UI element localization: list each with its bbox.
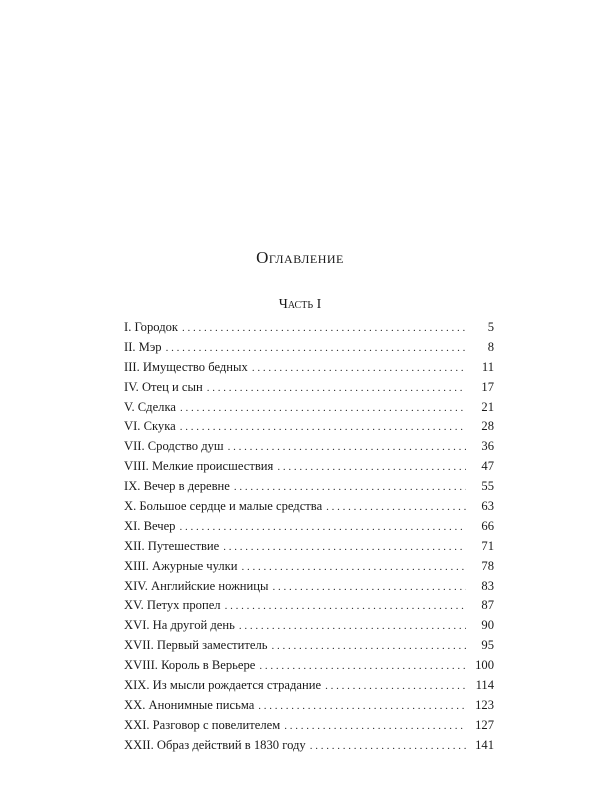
toc-entry-title: IX. Вечер в деревне <box>124 479 230 494</box>
toc-entry-title: XIII. Ажурные чулки <box>124 558 238 573</box>
toc-entry-title: XII. Путешествие <box>124 538 220 553</box>
toc-entry-page-number: 127 <box>475 717 494 732</box>
toc-entry <box>124 716 494 736</box>
toc-entry <box>124 417 494 437</box>
toc-leader-dots <box>325 677 466 697</box>
toc-entry-page-number: 47 <box>481 459 494 474</box>
toc-entry-page-number: 95 <box>481 638 494 653</box>
toc-leader-dots <box>207 379 466 399</box>
toc-entry-title: XXI. Разговор с повелителем <box>124 717 281 732</box>
toc-entry-page-number: 87 <box>481 598 494 613</box>
toc-leader-dots <box>252 359 466 379</box>
toc-leader-dots <box>284 717 466 737</box>
toc-entry <box>124 437 494 457</box>
toc-entry <box>124 577 494 597</box>
toc-entry-page-number: 78 <box>481 558 494 573</box>
toc-entry-title: XVIII. Король в Верьере <box>124 658 256 673</box>
toc-entry-page-number: 114 <box>475 678 494 693</box>
toc-entry <box>124 398 494 418</box>
toc-leader-dots <box>272 637 466 657</box>
toc-leader-dots <box>182 319 466 339</box>
toc-entry-page-number: 36 <box>481 439 494 454</box>
toc-leader-dots <box>228 438 466 458</box>
toc-entry <box>124 736 494 756</box>
toc-entry <box>124 537 494 557</box>
toc-leader-dots <box>223 538 466 558</box>
toc-entry-title: XV. Петух пропел <box>124 598 221 613</box>
toc-leader-dots <box>242 558 466 578</box>
toc-entry <box>124 616 494 636</box>
toc-entry-page-number: 11 <box>481 359 494 374</box>
toc-entry-page-number: 21 <box>481 399 494 414</box>
toc-entry <box>124 497 494 517</box>
toc-entry-page-number: 28 <box>481 419 494 434</box>
toc-entry-title: I. Городок <box>124 320 179 334</box>
toc-leader-dots <box>277 458 466 478</box>
toc-leader-dots <box>239 617 466 637</box>
toc-leader-dots <box>259 657 466 677</box>
toc-entry-page-number: 8 <box>487 339 494 354</box>
toc-entry-page-number: 66 <box>481 518 494 533</box>
toc-entry-title: X. Большое сердце и малые средства <box>124 499 323 514</box>
toc-entry-title: XI. Вечер <box>124 518 176 533</box>
toc-entry-page-number: 141 <box>475 737 494 752</box>
toc-entry <box>124 596 494 616</box>
toc-entry <box>124 636 494 656</box>
toc-entry <box>124 457 494 477</box>
toc-entry <box>124 338 494 358</box>
toc-entry-title: XIV. Английские ножницы <box>124 578 269 593</box>
toc-entry-title: V. Сделка <box>124 399 176 414</box>
toc-leader-dots <box>166 339 466 359</box>
toc-leader-dots <box>180 418 466 438</box>
toc-leader-dots <box>180 399 466 419</box>
toc-entry-page-number: 55 <box>481 479 494 494</box>
toc-entry <box>124 358 494 378</box>
toc-entry-title: XVI. На другой день <box>124 618 235 633</box>
toc-leader-dots <box>225 597 466 617</box>
toc-entry <box>124 557 494 577</box>
toc-heading: Оглавление <box>256 248 344 267</box>
toc-leader-dots <box>179 518 466 538</box>
toc-entry <box>124 378 494 398</box>
toc-leader-dots <box>272 578 466 598</box>
toc-entry <box>124 696 494 716</box>
toc-entry-title: VII. Сродство душ <box>124 439 224 454</box>
toc-list <box>124 318 494 756</box>
toc-entry <box>124 676 494 696</box>
toc-entry-title: IV. Отец и сын <box>124 379 203 394</box>
toc-leader-dots <box>234 478 466 498</box>
toc-entry-page-number: 71 <box>481 538 494 553</box>
toc-entry-title: VI. Скука <box>124 419 176 434</box>
toc-leader-dots <box>258 697 466 717</box>
toc-entry-title: VIII. Мелкие происшествия <box>124 459 274 474</box>
toc-entry-page-number: 100 <box>475 658 494 673</box>
toc-entry-title: XIX. Из мысли рождается страдание <box>124 678 322 693</box>
toc-entry-page-number: 5 <box>487 320 494 334</box>
toc-entry-page-number: 83 <box>481 578 494 593</box>
toc-leader-dots <box>326 498 466 518</box>
toc-entry-title: III. Имущество бедных <box>124 359 248 374</box>
toc-entry-title: II. Мэр <box>124 339 162 354</box>
toc-entry-page-number: 123 <box>475 697 494 712</box>
toc-entry <box>124 656 494 676</box>
toc-entry-page-number: 90 <box>481 618 494 633</box>
toc-entry <box>124 517 494 537</box>
toc-leader-dots <box>310 737 466 757</box>
toc-entry-title: XVII. Первый заместитель <box>124 638 268 653</box>
toc-entry <box>124 477 494 497</box>
toc-entry-title: XXII. Образ действий в 1830 году <box>124 737 306 752</box>
toc-entry-title: XX. Анонимные письма <box>124 697 255 712</box>
toc-entry-page-number: 17 <box>481 379 494 394</box>
toc-entry-page-number: 63 <box>481 499 494 514</box>
toc-entry <box>124 318 494 338</box>
part-heading: Часть I <box>278 297 322 312</box>
